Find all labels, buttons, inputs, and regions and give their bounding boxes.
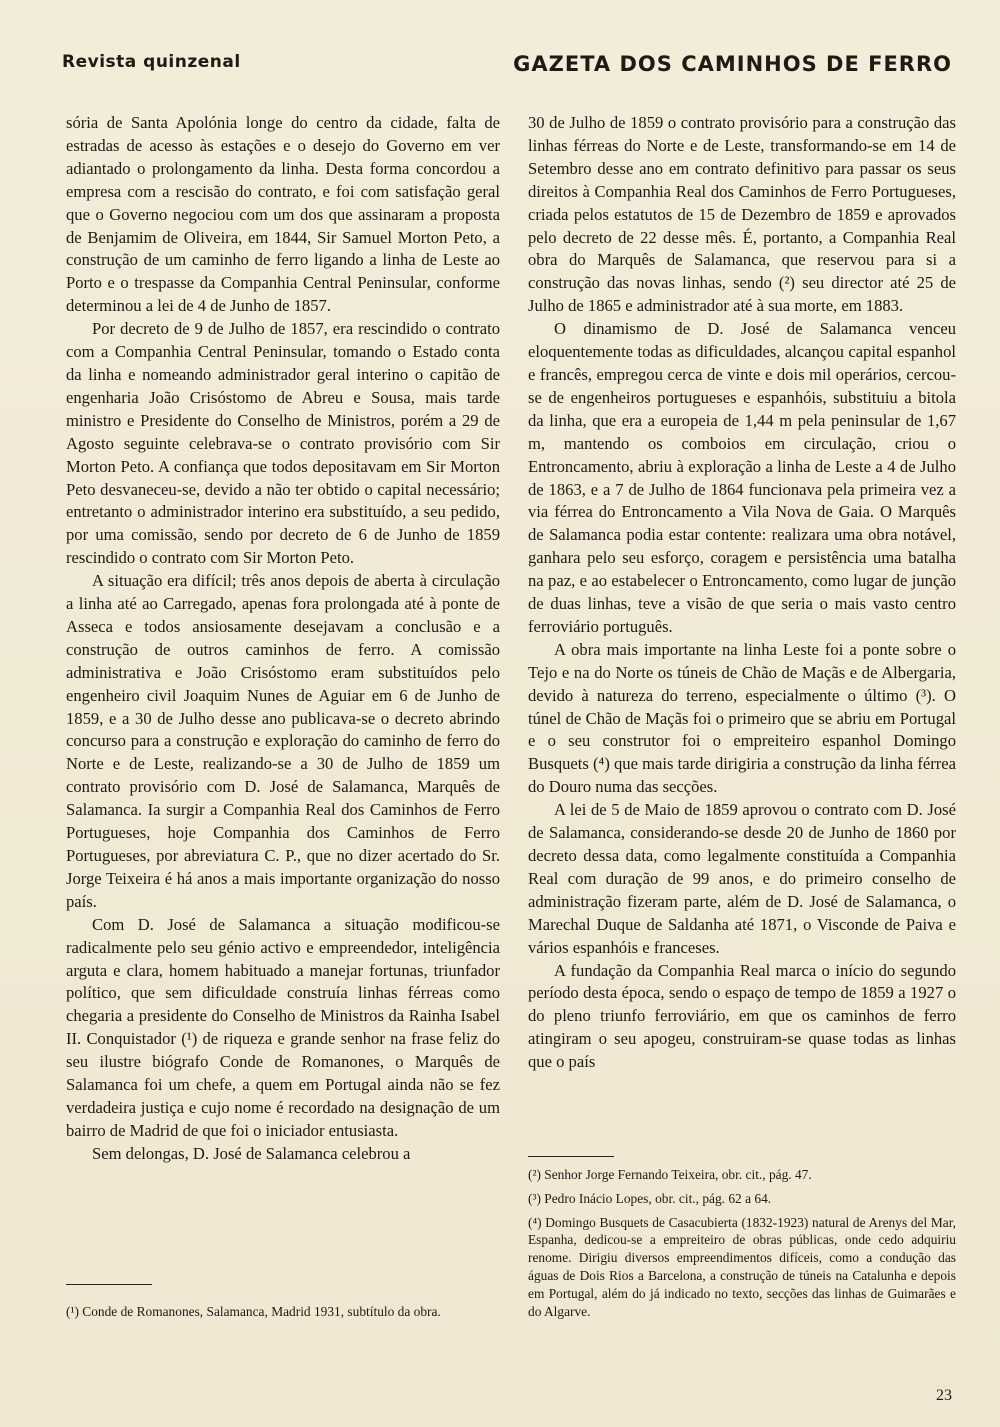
paragraph: A situação era difícil; três anos depois de aberta à circulação a linha até ao Carregado, apenas fora prolongada até à ponte de Asseca e todos ansiosamente desejavam a conclusão e a construção de outros caminhos de ferro. A comissão administrativa e João Crisóstomo eram substituídos pelo engenheiro civil Joaquim Nunes de Aguiar em 6 de Junho de 1859, e a 30 de Julho desse ano publicava-se o decreto abrindo concurso para a construção e exploração do caminho de ferro do Norte e de Leste, realizando-se a 30 de Julho de 1859 um contrato provisório com D. José de Salamanca, Marquês de Salamanca. Ia surgir a Companhia Real dos Caminhos de Ferro Portugueses, hoje Companhia dos Caminhos de Ferro Portugueses, por abreviatura C. P., que no dizer acertado do Sr. Jorge Teixeira é há anos a mais importante organização do nosso país. bbox=[66, 571, 500, 911]
right-column bbox=[528, 112, 956, 1074]
footnote: (¹) Conde de Romanones, Salamanca, Madrid 1931, subtítulo da obra. bbox=[66, 1304, 441, 1319]
paragraph: Por decreto de 9 de Julho de 1857, era rescindido o contrato com a Companhia Central Peninsular, tomando o Estado conta da linha e nomeando administrador geral interino o capitão de engenharia João Crisóstomo de Abreu e Sousa, mais tarde ministro e Presidente do Conselho de Ministros, porém a 29 de Agosto seguinte celebrava-se o contrato provisório com Sir Morton Peto. A confiança que todos depositavam em Sir Morton Peto desvaneceu-se, devido a não ter obtido o capital necessário; entretanto o administrador interino era substituído, a seu pedido, por uma comissão, sendo por decreto de 6 de Junho de 1859 rescindido o contrato com Sir Morton Peto. bbox=[66, 319, 500, 568]
paragraph: Com D. José de Salamanca a situação modificou-se radicalmente pelo seu génio activo e empreendedor, inteligência arguta e clara, homem habituado a manejar fortunas, triunfador político, que sem dificuldade construía linhas férreas como chegaria a presidente do Conselho de Ministros da Rainha Isabel II. Conquistador (¹) de riqueza e grande senhor na frase feliz do seu ilustre biógrafo Conde de Romanones, o Marquês de Salamanca foi um chefe, a quem em Portugal ainda não se fez verdadeira justiça e cujo nome é recordado na designação de um bairro de Madrid de que foi o iniciador entusiasta. bbox=[66, 914, 500, 1140]
footnote: (³) Pedro Inácio Lopes, obr. cit., pág. 62 a 64. bbox=[528, 1190, 772, 1206]
footnote-rule bbox=[66, 1284, 152, 1285]
running-head-left: Revista quinzenal bbox=[62, 52, 241, 72]
footnote-rule bbox=[528, 1156, 614, 1157]
footnotes-left bbox=[66, 1303, 500, 1321]
running-head-title: GAZETA DOS CAMINHOS DE FERRO bbox=[513, 52, 952, 76]
page-number: 23 bbox=[936, 1387, 952, 1404]
paragraph: A lei de 5 de Maio de 1859 aprovou o contrato com D. José de Salamanca, considerando-se desde 20 de Junho de 1860 por decreto dessa data, como legalmente constituída a Companhia Real com duração de 99 anos, e do primeiro conselho de administração fizeram parte, além de D. José de Salamanca, o Marechal Duque de Saldanha até 1871, o Visconde de Paiva e vários espanhóis e franceses. bbox=[528, 800, 956, 957]
paragraph: sória de Santa Apolónia longe do centro da cidade, falta de estradas de acesso às estações e o desejo do Governo em ver adiantado o prolongamento da linha. Desta forma concordou a empresa com a rescisão do contrato, e foi com satisfação geral que o Governo negociou com um dos que assinaram a proposta de Benjamim de Oliveira, em 1844, Sir Samuel Morton Peto, a construção de um caminho de ferro ligando a linha de Leste ao Porto e o trespasse da Companhia Central Peninsular, conforme determinou a lei de 4 de Junho de 1857. bbox=[66, 113, 500, 316]
footnotes-right bbox=[528, 1166, 956, 1320]
paragraph: A obra mais importante na linha Leste foi a ponte sobre o Tejo e na do Norte os túneis de Chão de Maçãs e de Albergaria, devido à natureza do terreno, especialmente o último (³). O túnel de Chão de Maçãs foi o primeiro que se abriu em Portugal e o seu construtor foi o empreiteiro espanhol Domingo Busquets (⁴) que mais tarde dirigiria a construção da linha férrea do Douro numa das secções. bbox=[528, 639, 956, 797]
footnote: (⁴) Domingo Busquets de Casacubierta (1832-1923) natural de Arenys del Mar, Espanha, dedicou-se a empreiteiro de obras públicas, onde cedo adquiriu renome. Dirigiu diversos empreendimentos difíceis, como a condução das águas de Dois Rios a Barcelona, a construção de túneis na Catalunha e depois em Portugal, além do já indicado no texto, secções das linhas de Guimarães e do Algarve. bbox=[528, 1214, 956, 1319]
paragraph: 30 de Julho de 1859 o contrato provisório para a construção das linhas férreas do Norte e de Leste, transformando-se em 14 de Setembro desse ano em contrato definitivo para passar os seus direitos à Companhia Real dos Caminhos de Ferro Portugueses, criada pelos estatutos de 15 de Dezembro de 1859 e aprovados pelo decreto de 22 desse mês. É, portanto, a Companhia Real obra do Marquês de Salamanca, que reservou para si a construção das novas linhas, sendo (²) seu director até 25 de Julho de 1865 e administrador até à sua morte, em 1883. bbox=[528, 113, 956, 316]
paragraph: Sem delongas, D. José de Salamanca celebrou a bbox=[92, 1143, 411, 1163]
footnote: (²) Senhor Jorge Fernando Teixeira, obr. cit., pág. 47. bbox=[528, 1167, 812, 1182]
left-column bbox=[66, 112, 500, 1166]
paragraph: O dinamismo de D. José de Salamanca venceu eloquentemente todas as dificuldades, alcançou capital espanhol e francês, empregou cerca de vinte e dois mil operários, cercou-se de engenheiros portugueses e espanhóis, substituiu a bitola da linha, que era a europeia de 1,44 m pela peninsular de 1,67 m, mantendo os comboios em circulação, criou o Entroncamento, abriu à exploração a linha de Leste a 4 de Julho de 1863, e a 7 de Julho de 1864 funcionava pela primeira vez a via férrea do Entroncamento a Vila Nova de Gaia. O Marquês de Salamanca podia estar contente: realizara uma obra notável, ganhara pelo seu esforço, coragem e persistência uma batalha na paz, e ao estabelecer o Entroncamento, como lugar de junção de duas linhas, teve a visão de que seria o mais vasto centro ferroviário português. bbox=[528, 319, 956, 636]
paragraph: A fundação da Companhia Real marca o início do segundo período desta época, sendo o espaço de tempo de 1859 a 1927 o do pleno triunfo ferroviário, em que os caminhos de ferro atingiram o seu apogeu, construiram-se quase todas as linhas que o país bbox=[528, 960, 956, 1072]
